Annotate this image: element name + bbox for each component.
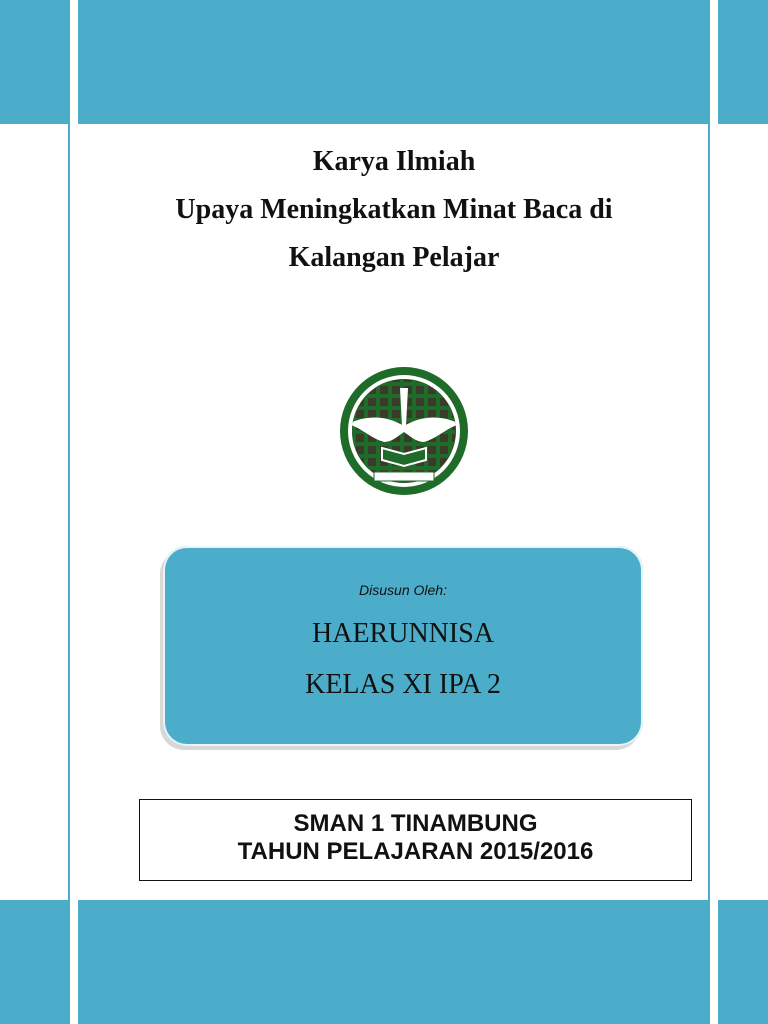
author-card: [163, 546, 643, 746]
school-name: SMAN 1 TINAMBUNG: [293, 810, 538, 837]
author-class: KELAS XI IPA 2: [305, 669, 501, 700]
author-label: Disusun Oleh:: [359, 582, 447, 598]
bottom-center-band: [78, 900, 708, 1024]
bottom-left-band: [0, 900, 68, 1024]
author-name: HAERUNNISA: [312, 618, 494, 649]
school-emblem-icon: [334, 364, 474, 499]
document-title: [80, 138, 708, 282]
top-center-band: [78, 0, 708, 124]
school-box: [139, 799, 692, 881]
top-left-band: [0, 0, 68, 124]
bottom-right-band: [718, 900, 768, 1024]
title-line-1: Karya Ilmiah: [312, 146, 476, 177]
left-frame-line: [68, 0, 70, 1024]
right-frame-line: [708, 0, 710, 1024]
title-line-3: Kalangan Pelajar: [288, 242, 500, 273]
academic-year: TAHUN PELAJARAN 2015/2016: [237, 838, 594, 865]
top-right-band: [718, 0, 768, 124]
title-line-2: Upaya Meningkatkan Minat Baca di: [175, 194, 613, 225]
